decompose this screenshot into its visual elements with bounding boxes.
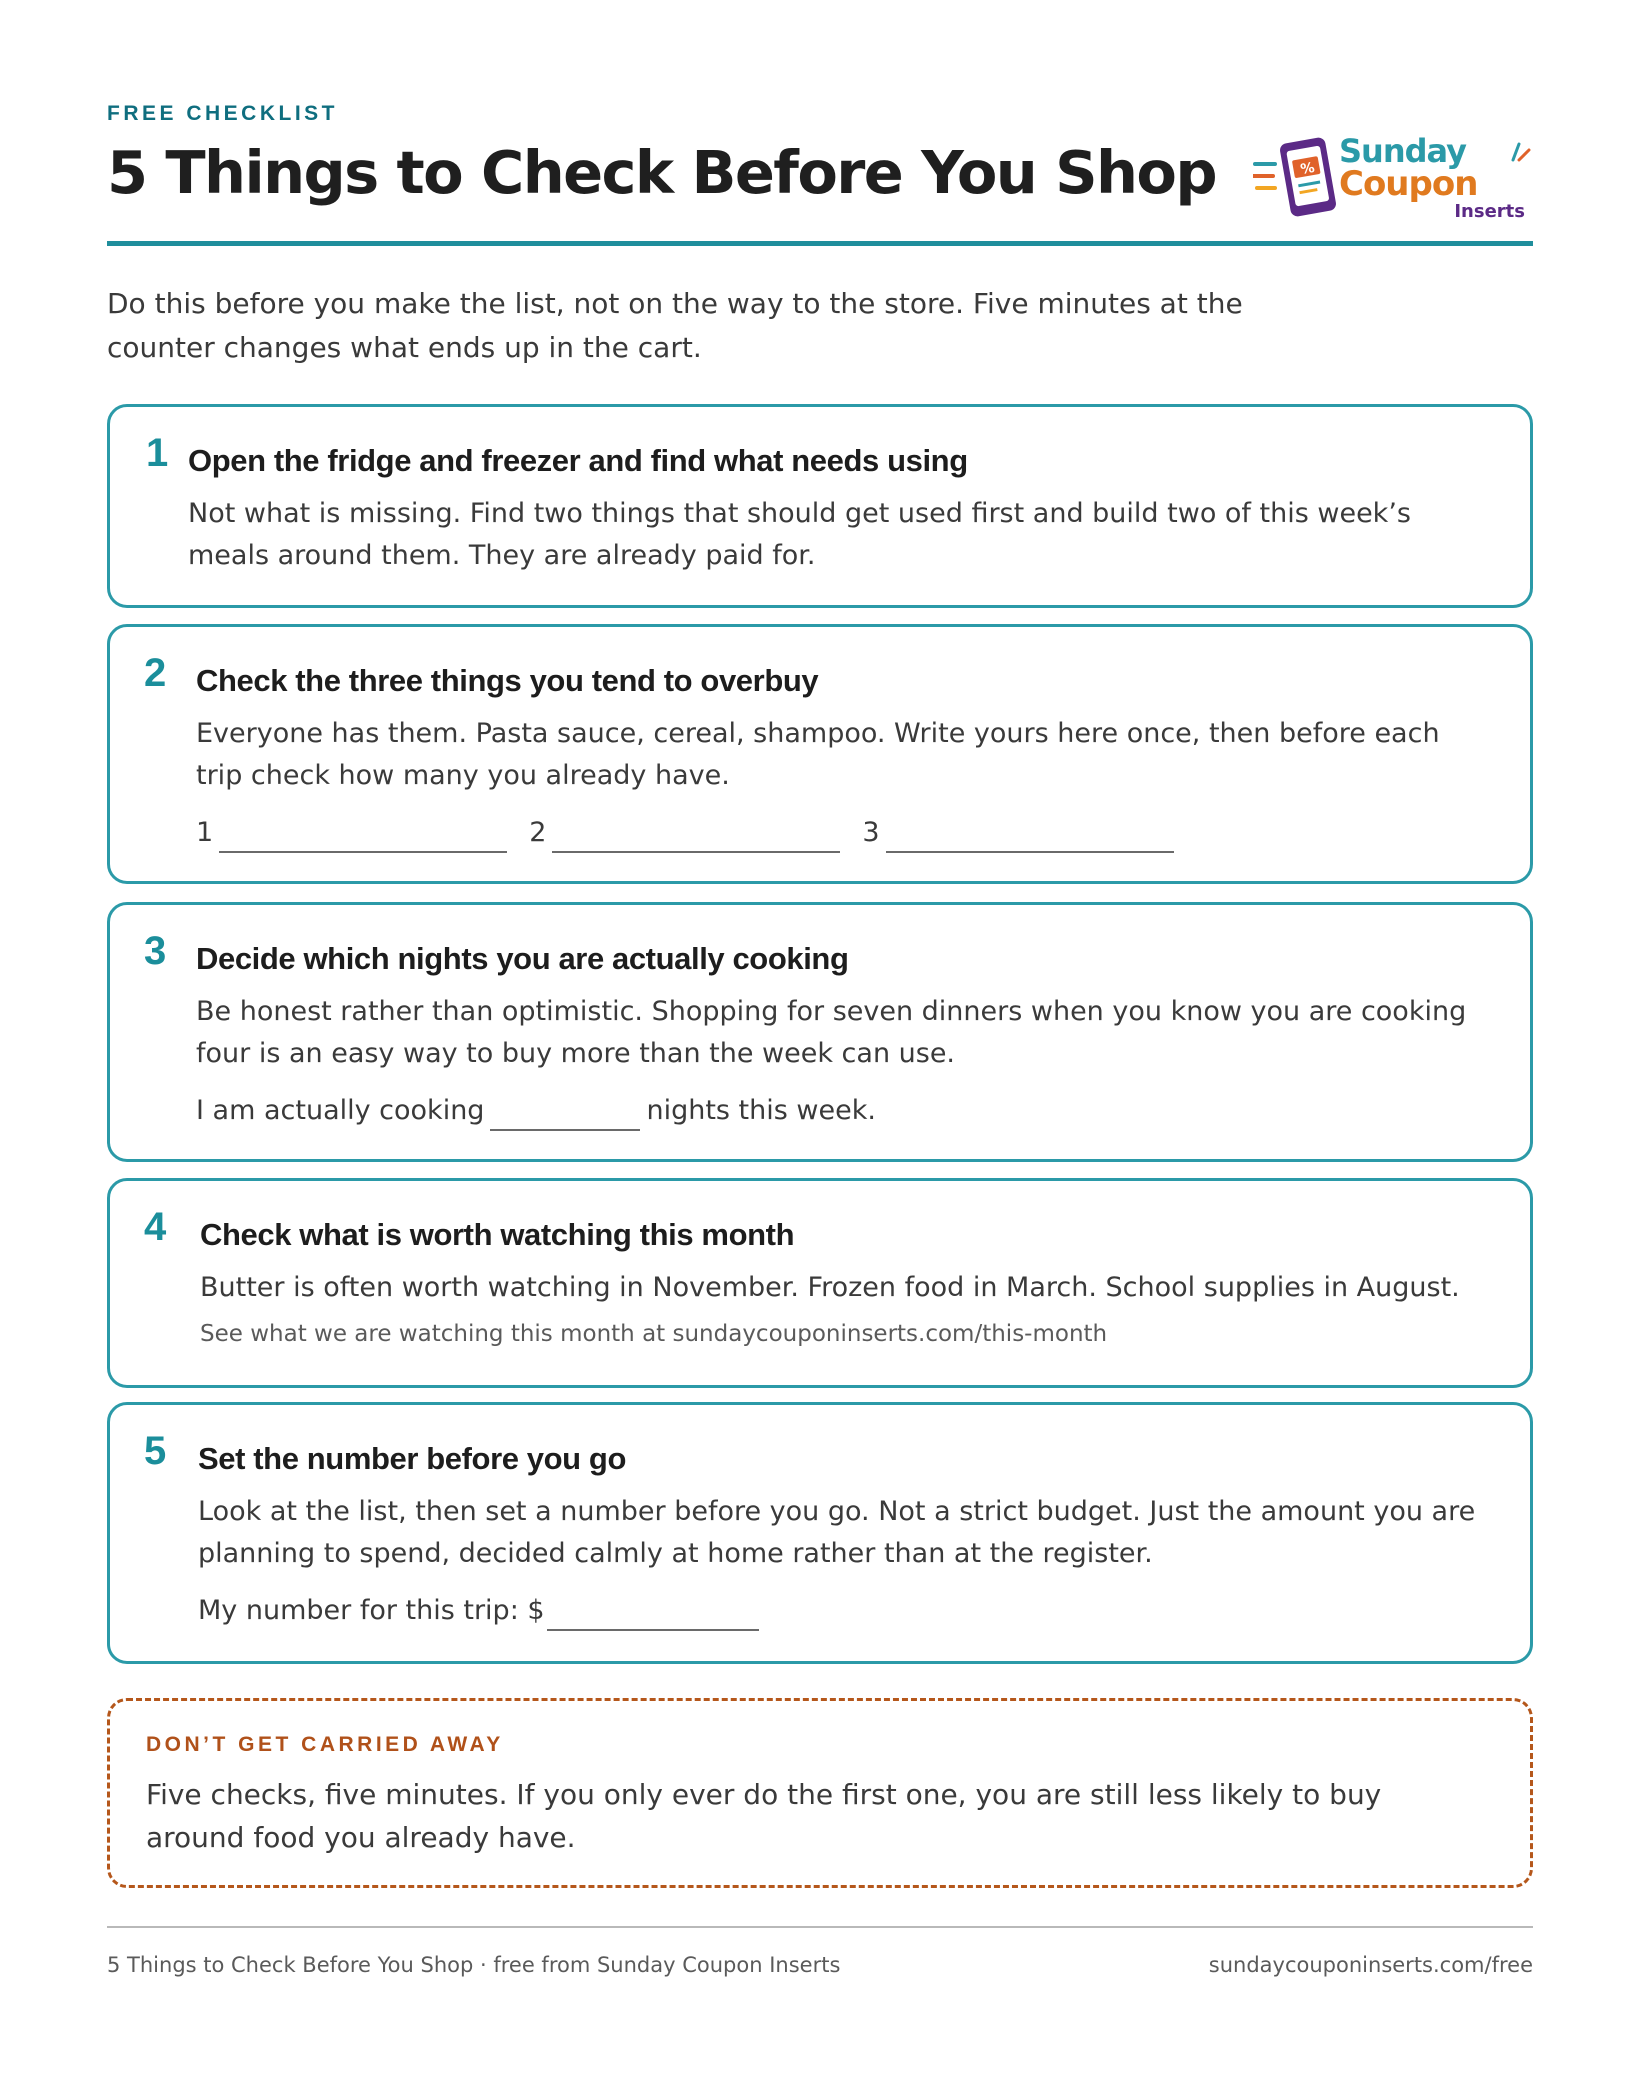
cooking-nights-field[interactable] <box>490 1099 640 1131</box>
this-month-link[interactable]: See what we are watching this month at sundaycouponinserts.com/this-month <box>200 1321 1108 1347</box>
eyebrow-label: FREE CHECKLIST <box>107 102 339 125</box>
item-body: Butter is often worth watching in November. Frozen food in March. School supplies in August. <box>200 1272 1460 1303</box>
footer-divider <box>107 1926 1533 1928</box>
item-title: Decide which nights you are actually cooking <box>196 941 849 976</box>
header-divider <box>107 241 1533 246</box>
checklist-page <box>107 0 1533 2078</box>
tip-label: DON’T GET CARRIED AWAY <box>146 1733 504 1756</box>
trip-amount-field[interactable] <box>547 1599 759 1631</box>
item-body: Not what is missing. Find two things that should get used first and build two of this week’s meals around them. They are already paid for. <box>188 498 1411 571</box>
item-number: 4 <box>144 1205 167 1249</box>
item-body: Be honest rather than optimistic. Shopping for seven dinners when you know you are cooking four is an easy way to buy more than the week can use. <box>196 996 1467 1069</box>
brand-logo <box>1253 128 1533 228</box>
fill-before-text: My number for this trip: $ <box>198 1595 545 1626</box>
sparkle-icon <box>1507 138 1533 164</box>
item-title: Set the number before you go <box>198 1441 627 1476</box>
fill-after-text: nights this week. <box>646 1095 876 1126</box>
item-number: 1 <box>146 431 169 475</box>
intro-text: Do this before you make the list, not on the way to the store. Five minutes at the counter changes what ends up in the cart. <box>107 287 1243 364</box>
trip-number-fill <box>198 1591 1490 1631</box>
fill-before-text: I am actually cooking <box>196 1095 485 1126</box>
footer-url[interactable]: sundaycouponinserts.com/free <box>1208 1953 1533 1977</box>
item-number: 3 <box>144 929 167 973</box>
item-title: Open the fridge and freezer and find what needs using <box>188 443 968 478</box>
checklist-item-1 <box>107 404 1533 608</box>
item-number: 5 <box>144 1429 167 1473</box>
blank-label-2: 2 <box>529 817 547 848</box>
tip-body: Five checks, five minutes. If you only ever do the first one, you are still less likely to buy around food you already have. <box>146 1778 1382 1854</box>
overbuy-blanks <box>196 813 1490 853</box>
overbuy-field-3[interactable] <box>886 821 1174 853</box>
item-number: 2 <box>144 651 167 695</box>
blank-label-3: 3 <box>862 817 880 848</box>
tip-callout <box>107 1698 1533 1888</box>
item-body: Everyone has them. Pasta sauce, cereal, shampoo. Write yours here once, then before each trip check how many you already have. <box>196 718 1440 791</box>
logo-line-sunday: Sunday <box>1339 132 1466 170</box>
checklist-item-2 <box>107 624 1533 884</box>
item-title: Check the three things you tend to overbuy <box>196 663 819 698</box>
footer-credit: 5 Things to Check Before You Shop · free from Sunday Coupon Inserts <box>107 1953 841 1977</box>
overbuy-field-2[interactable] <box>552 821 840 853</box>
item-title: Check what is worth watching this month <box>200 1217 795 1252</box>
logo-line-inserts: Inserts <box>1454 201 1525 222</box>
item-body: Look at the list, then set a number before you go. Not a strict budget. Just the amount you are planning to spend, decided calmly at home rather than at the register. <box>198 1496 1476 1569</box>
overbuy-field-1[interactable] <box>219 821 507 853</box>
checklist-item-3 <box>107 902 1533 1162</box>
checklist-item-5 <box>107 1402 1533 1664</box>
cooking-nights-fill <box>196 1091 1490 1131</box>
blank-label-1: 1 <box>196 817 214 848</box>
logo-line-coupon: Coupon <box>1339 164 1478 204</box>
page-title: 5 Things to Check Before You Shop <box>107 138 1216 207</box>
svg-text:%: % <box>1299 159 1316 179</box>
checklist-item-4 <box>107 1178 1533 1388</box>
